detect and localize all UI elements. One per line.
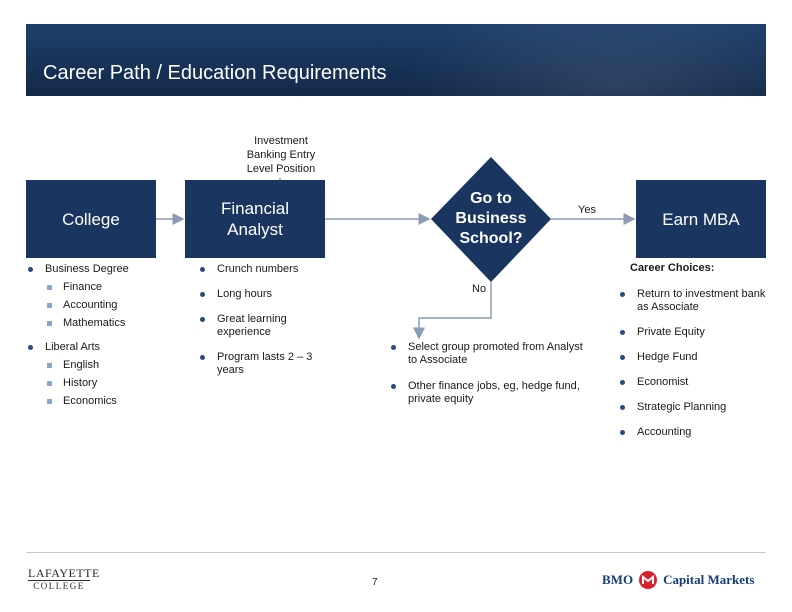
list-item: Great learning experience [198,313,338,339]
logo-text: COLLEGE [33,581,85,591]
list-item: Other finance jobs, eg, hedge fund, private equity [389,380,589,406]
no-path-outcomes-list [389,341,589,406]
yes-label: Yes [578,204,596,216]
entry-label-line: Banking Entry [246,149,316,161]
decision-label: Business [455,210,527,227]
list-item: Select group promoted from Analyst to Associate [389,341,589,367]
footer-divider [26,552,766,553]
page-number: 7 [372,577,378,588]
sub-list-item: English [45,359,176,372]
sub-list-item: Finance [45,281,176,294]
financial-analyst-box [185,180,325,258]
list-item: Crunch numbers [198,263,338,276]
list-item: Hedge Fund [618,351,768,364]
sub-list-item: Accounting [45,299,176,312]
college-requirements-list [26,263,176,408]
list-item: Return to investment bank as Associate [618,288,768,314]
entry-label-line: Investment [254,135,308,147]
list-item [26,263,176,330]
no-label: No [472,283,487,295]
list-item: Strategic Planning [618,401,768,414]
lafayette-college-logo [28,566,100,592]
earn-mba-box [636,180,766,258]
logo-text: Capital Markets [663,572,755,587]
list-item: Accounting [618,426,768,439]
sub-list-item: Economics [45,395,176,408]
college-box-label: College [62,209,120,229]
page-title: Career Path / Education Requirements [43,62,387,84]
mba-box-label: Earn MBA [662,209,740,229]
decision-diamond [431,157,551,282]
list-item: Program lasts 2 – 3 years [198,351,338,377]
list-item: Long hours [198,288,338,301]
list-item-label: Business Degree [45,263,129,275]
entry-label-line: Level Position [246,163,316,175]
list-item: Private Equity [618,326,768,339]
career-choices-list [618,288,768,439]
decision-label: School? [459,230,523,247]
logo-text: LAFAYETTE [28,566,100,580]
college-box [26,180,156,258]
logo-text: BMO [602,572,634,587]
bmo-capital-markets-logo [602,571,754,589]
analyst-box-label: Analyst [227,220,283,239]
list-item [26,341,176,408]
bmo-roundel-icon [639,571,657,589]
list-item: Economist [618,376,768,389]
decision-label: Go to [470,190,512,207]
sub-list-item: Mathematics [45,317,176,330]
list-item-label: Liberal Arts [45,341,101,353]
sub-list-item: History [45,377,176,390]
career-choices-title: Career Choices: [630,262,715,274]
analyst-box-label: Financial [220,199,290,218]
analyst-characteristics-list [198,263,338,377]
